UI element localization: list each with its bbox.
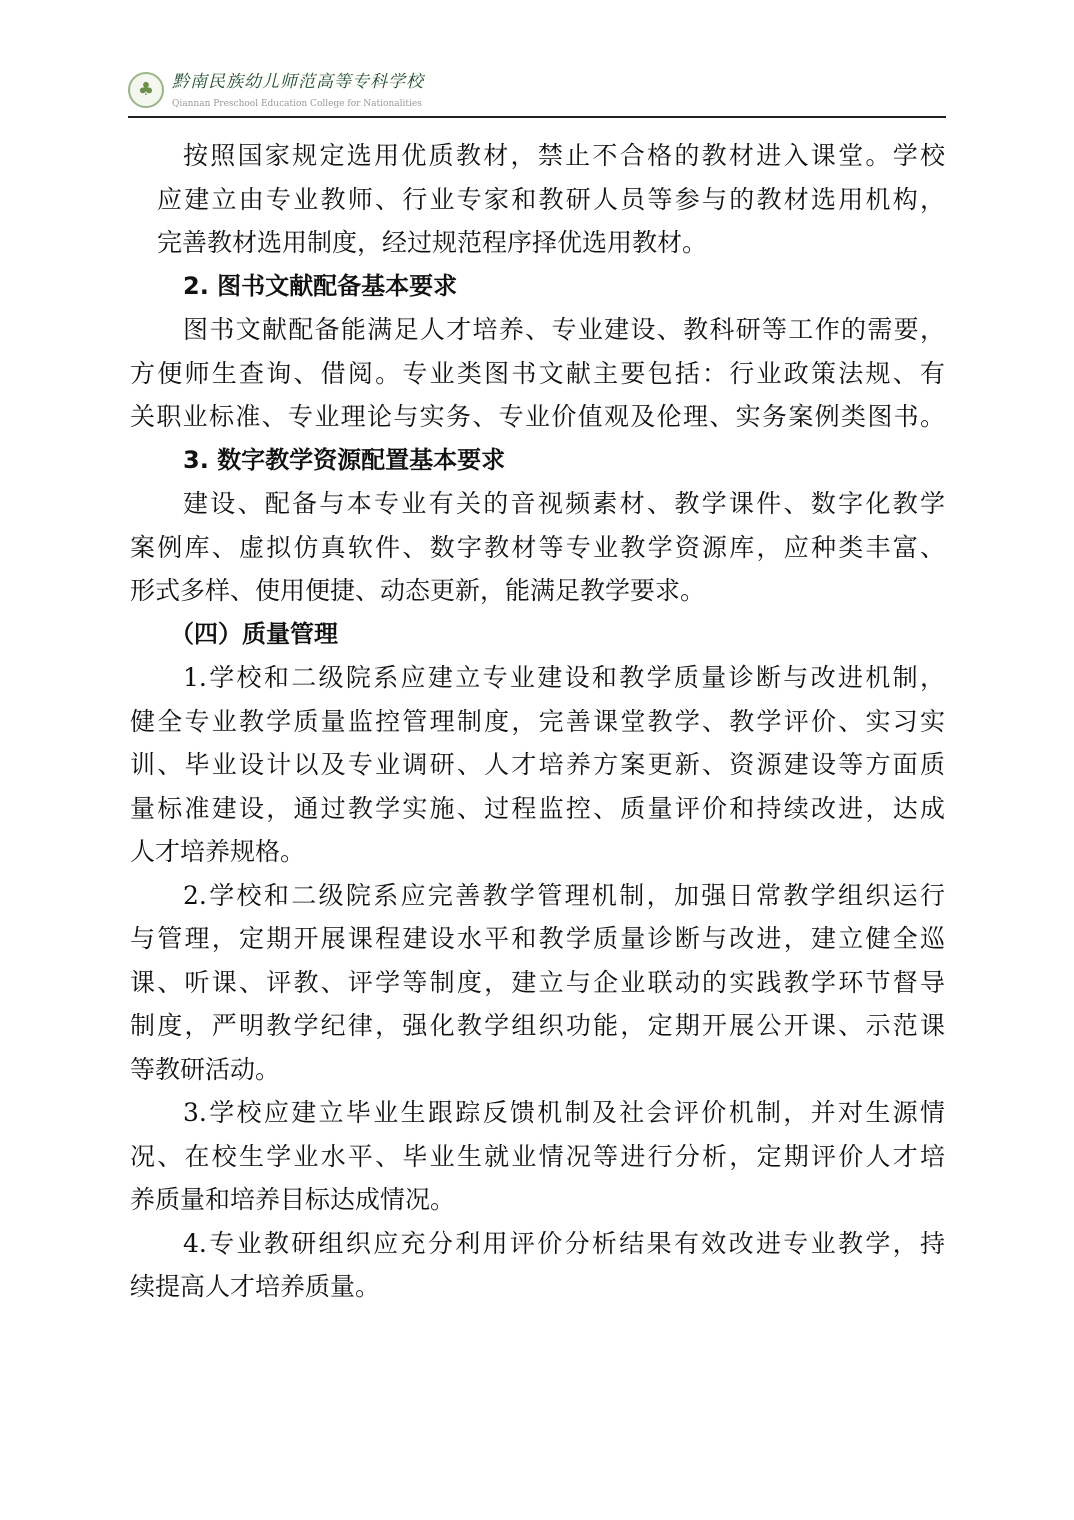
document-body bbox=[130, 134, 945, 1309]
paragraph-line: 2.学校和二级院系应完善教学管理机制，加强日常教学组织运行 bbox=[183, 880, 945, 910]
paragraph-line: 完善教材选用制度，经过规范程序择优选用教材。 bbox=[157, 228, 708, 257]
paragraph-line: 按照国家规定选用优质教材，禁止不合格的教材进入课堂。学校 bbox=[183, 141, 945, 170]
paragraph-line: 制度，严明教学纪律，强化教学组织功能，定期开展公开课、示范课 bbox=[130, 1011, 945, 1040]
section-heading: 3. 数字教学资源配置基本要求 bbox=[183, 445, 506, 474]
paragraph-line: 养质量和培养目标达成情况。 bbox=[130, 1185, 456, 1214]
paragraph-line: 健全专业教学质量监控管理制度，完善课堂教学、教学评价、实习实 bbox=[130, 706, 945, 736]
paragraph-line: 4.专业教研组织应充分利用评价分析结果有效改进专业教学，持 bbox=[183, 1228, 945, 1258]
school-logo-icon: ♣ bbox=[128, 72, 164, 108]
school-name-block bbox=[172, 70, 424, 110]
section-heading: 2. 图书文献配备基本要求 bbox=[183, 271, 458, 300]
paragraph-line: 等教研活动。 bbox=[130, 1054, 281, 1084]
paragraph-line: 案例库、虚拟仿真软件、数字教材等专业教学资源库，应种类丰富、 bbox=[130, 532, 945, 562]
page-header bbox=[128, 68, 946, 118]
paragraph-line: 况、在校生学业水平、毕业生就业情况等进行分析，定期评价人才培 bbox=[130, 1141, 945, 1171]
paragraph-line: 人才培养规格。 bbox=[130, 837, 306, 866]
paragraph-line: 3.学校应建立毕业生跟踪反馈机制及社会评价机制，并对生源情 bbox=[183, 1098, 945, 1127]
paragraph-line: 形式多样、使用便捷、动态更新，能满足教学要求。 bbox=[130, 576, 706, 605]
paragraph-line: 应建立由专业教师、行业专家和教研人员等参与的教材选用机构， bbox=[157, 184, 945, 214]
school-name-english: Qiannan Preschool Education College for Nationalities bbox=[172, 99, 422, 109]
paragraph-line: 与管理，定期开展课程建设水平和教学质量诊断与改进，建立健全巡 bbox=[130, 924, 945, 953]
school-name: 黔南民族幼儿师范高等专科学校 bbox=[172, 72, 424, 92]
paragraph-line: 1.学校和二级院系应建立专业建设和教学质量诊断与改进机制， bbox=[183, 663, 945, 692]
paragraph-line: 方便师生查询、借阅。专业类图书文献主要包括：行业政策法规、有 bbox=[130, 358, 945, 388]
paragraph-line: 图书文献配备能满足人才培养、专业建设、教科研等工作的需要， bbox=[183, 315, 945, 344]
section-heading: （四）质量管理 bbox=[170, 619, 338, 648]
paragraph-line: 训、毕业设计以及专业调研、人才培养方案更新、资源建设等方面质 bbox=[130, 750, 945, 779]
paragraph-line: 关职业标准、专业理论与实务、专业价值观及伦理、实务案例类图书。 bbox=[130, 402, 945, 431]
paragraph-line: 量标准建设，通过教学实施、过程监控、质量评价和持续改进，达成 bbox=[130, 793, 945, 823]
paragraph-line: 建设、配备与本专业有关的音视频素材、教学课件、数字化教学 bbox=[183, 489, 945, 518]
paragraph-line: 续提高人才培养质量。 bbox=[130, 1272, 381, 1301]
paragraph-line: 课、听课、评教、评学等制度，建立与企业联动的实践教学环节督导 bbox=[130, 967, 945, 997]
